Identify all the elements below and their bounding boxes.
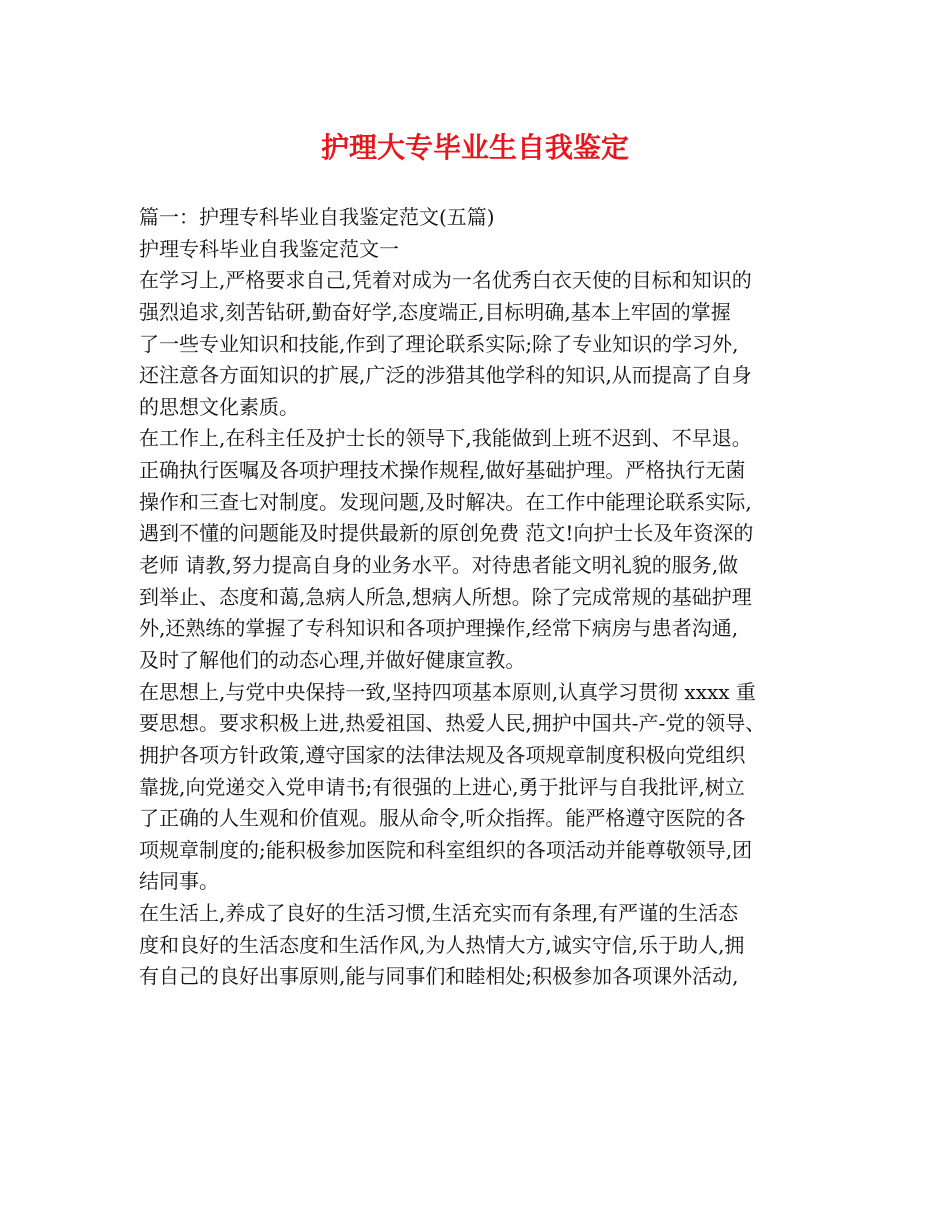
body-line: 操作和三查七对制度。发现问题,及时解决。在工作中能理论联系实际,: [139, 489, 752, 514]
body-line: 在思想上,与党中央保持一致,坚持四项基本原则,认真学习贯彻 xxxx 重: [139, 679, 756, 704]
body-line: 到举止、态度和蔼,急病人所急,想病人所想。除了完成常规的基础护理: [139, 584, 752, 609]
body-line: 结同事。: [139, 869, 219, 894]
body-line: 的思想文化素质。: [139, 394, 299, 419]
body-line: 还注意各方面知识的扩展,广泛的涉猎其他学科的知识,从而提高了自身: [139, 363, 752, 388]
body-line: 正确执行医嘱及各项护理技术操作规程,做好基础护理。严格执行无菌: [139, 458, 746, 483]
body-line: 及时了解他们的动态心理,并做好健康宣教。: [139, 647, 526, 672]
document-body: [139, 202, 829, 993]
body-line: 在学习上,严格要求自己,凭着对成为一名优秀白衣天使的目标和知识的: [139, 268, 752, 293]
body-line: 老师 请教,努力提高自身的业务水平。对待患者能文明礼貌的服务,做: [139, 553, 739, 578]
body-line: 有自己的良好出事原则,能与同事们和睦相处;积极参加各项课外活动,: [139, 964, 739, 989]
document-title: 护理大专毕业生自我鉴定: [320, 131, 629, 164]
subsection-heading: 护理专科毕业自我鉴定范文一: [139, 236, 399, 261]
body-line: 在工作上,在科主任及护士长的领导下,我能做到上班不迟到、不早退。: [139, 426, 752, 451]
body-line: 了一些专业知识和技能,作到了理论联系实际;除了专业知识的学习外,: [139, 331, 739, 356]
section-heading: 篇一：护理专科毕业自我鉴定范文(五篇): [139, 205, 495, 229]
body-line: 度和良好的生活态度和生活作风,为人热情大方,诚实守信,乐于助人,拥: [139, 932, 745, 957]
body-line: 了正确的人生观和价值观。服从命令,听众指挥。能严格遵守医院的各: [139, 806, 746, 831]
body-line: 遇到不懂的问题能及时提供最新的原创免费 范文!向护士长及年资深的: [139, 521, 754, 546]
body-line: 拥护各项方针政策,遵守国家的法律法规及各项规章制度积极向党组织: [139, 742, 746, 767]
body-line: 在生活上,养成了良好的生活习惯,生活充实而有条理,有严谨的生活态: [139, 901, 739, 926]
body-line: 要思想。要求积极上进,热爱祖国、热爱人民,拥护中国共-产-党的领导、: [139, 711, 766, 736]
body-line: 外,还熟练的掌握了专科知识和各项护理操作,经常下病房与患者沟通,: [139, 616, 739, 641]
body-line: 项规章制度的;能积极参加医院和科室组织的各项活动并能尊敬领导,团: [139, 837, 753, 862]
body-line: 强烈追求,刻苦钻研,勤奋好学,态度端正,目标明确,基本上牢固的掌握: [139, 299, 731, 324]
body-line: 靠拢,向党递交入党申请书;有很强的上进心,勇于批评与自我批评,树立: [139, 774, 745, 799]
